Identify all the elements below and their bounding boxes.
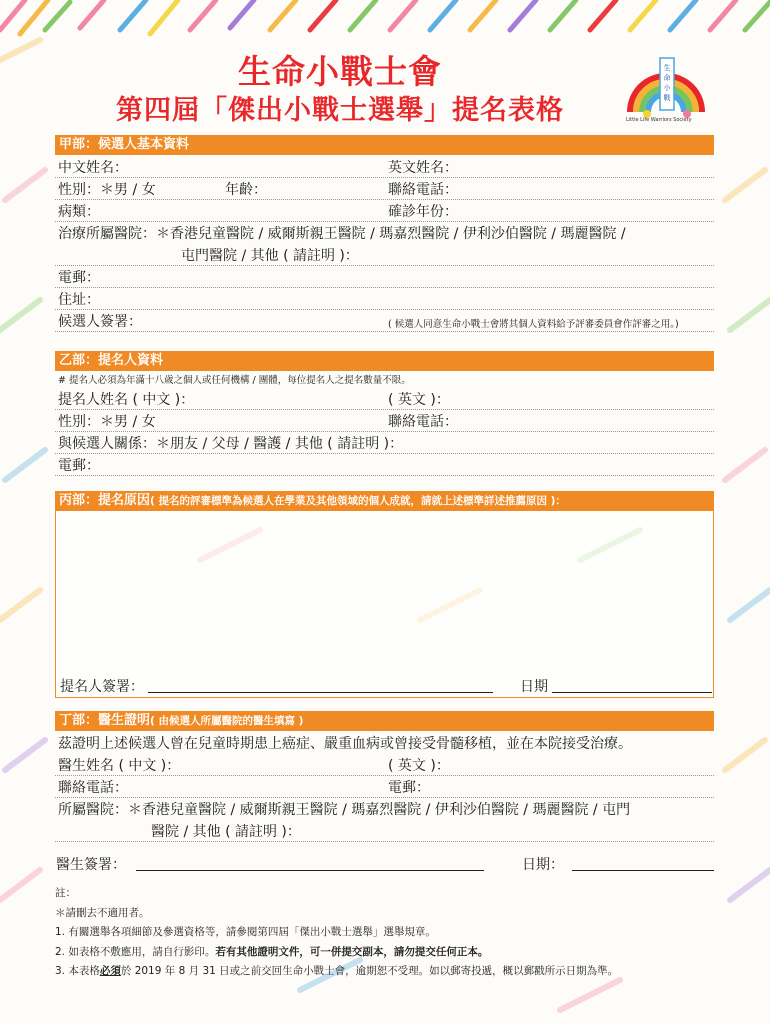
row-disease: [55, 202, 714, 222]
logo-caption: Little Life Warriors Society: [626, 117, 692, 123]
gender-label: 性別：＊男 / 女: [58, 182, 156, 198]
hospital-label: 治療所屬醫院：＊香港兒童醫院 / 威爾斯親王醫院 / 瑪嘉烈醫院 / 伊利沙伯醫院 / 瑪麗醫院 /: [58, 226, 626, 242]
svg-text:命: 命: [663, 74, 671, 82]
row-doctor-hospital: [55, 800, 714, 820]
org-title: 生命小戰士會: [238, 52, 442, 91]
note-3-text-b: 於 2019 年 8 月 31 日或之前交回生命小戰士會，逾期恕不受理。如以郵寄投遞，概以郵戳所示日期為準。: [120, 965, 619, 977]
section-d-subtitle: ( 由候選人所屬醫院的醫生填寫 ): [150, 715, 304, 727]
phone-label: 聯絡電話：: [388, 182, 458, 198]
doctor-hospital-label: 所屬醫院：＊香港兒童醫院 / 威爾斯親王醫院 / 瑪嘉烈醫院 / 伊利沙伯醫院 / 瑪麗醫院 / 屯門: [58, 802, 631, 818]
section-a-heading: 甲部：候選人基本資料: [55, 135, 714, 155]
row-doctor-name: [55, 756, 714, 776]
row-gender: [55, 180, 714, 200]
doctor-signature-label: 醫生簽署：: [56, 857, 126, 873]
section-b-heading: 乙部：提名人資料: [55, 351, 714, 371]
email-label: 電郵：: [58, 270, 100, 286]
nominator-name-cn-label: 提名人姓名 ( 中文 )：: [58, 392, 195, 408]
svg-text:小: 小: [663, 84, 671, 92]
row-address: [55, 290, 714, 310]
svg-text:戰: 戰: [663, 94, 671, 102]
doctor-name-cn-label: 醫生姓名 ( 中文 )：: [58, 758, 181, 774]
note-3: [55, 962, 618, 982]
footnotes: [55, 884, 618, 982]
row-nominator-note: [55, 372, 714, 388]
row-hospital: [55, 224, 714, 244]
nominator-signature-line[interactable]: [148, 692, 493, 693]
doctor-name-en-label: ( 英文 )：: [388, 758, 450, 774]
note-2-bold: 若有其他證明文件，可一併提交副本，請勿提交任何正本。: [215, 945, 489, 958]
section-d-title: 丁部：醫生證明: [59, 713, 151, 728]
row-nominator-gender: [55, 412, 714, 432]
doctor-hospital-other-label: 醫院 / 其他 ( 請註明 )：: [151, 824, 301, 840]
doctor-statement: 茲證明上述候選人曾在兒童時期患上癌症、嚴重血病或曾接受骨髓移植，並在本院接受治療。: [58, 736, 632, 752]
age-label: 年齡：: [225, 182, 267, 198]
nominator-eligibility-note: # 提名人必須為年滿十八歲之個人或任何機構 / 團體，每位提名人之提名數量不限。: [58, 375, 411, 386]
note-1: 1. 有關選舉各項細節及參選資格等，請參閱第四屆「傑出小戰士選舉」選舉規章。: [55, 926, 436, 938]
nominator-date-line[interactable]: [552, 692, 712, 693]
candidate-signature-label: 候選人簽署：: [58, 314, 142, 330]
doctor-date-line[interactable]: [572, 870, 714, 871]
row-nominator-name: [55, 390, 714, 410]
chinese-name-label: 中文姓名：: [58, 160, 128, 176]
nominator-phone-label: 聯絡電話：: [388, 414, 458, 430]
english-name-label: 英文姓名：: [388, 160, 458, 176]
row-doctor-hospital-cont: [55, 822, 714, 842]
section-c-heading: [55, 491, 714, 511]
row-hospital-cont: [55, 246, 714, 266]
row-nominator-email: [55, 456, 714, 476]
nominator-name-en-label: ( 英文 )：: [388, 392, 450, 408]
row-names: [55, 158, 714, 178]
note-2-text: 2. 如表格不敷應用，請自行影印。: [55, 945, 216, 958]
row-statement: [55, 734, 714, 754]
row-relation: [55, 434, 714, 454]
svg-text:生: 生: [663, 64, 671, 72]
row-email: [55, 268, 714, 288]
note-2: [55, 943, 618, 963]
note-3-must: 必須: [99, 965, 121, 977]
row-candidate-signature: [55, 312, 714, 332]
relation-label: 與候選人關係：＊朋友 / 父母 / 醫護 / 其他 ( 請註明 )：: [58, 436, 404, 452]
section-d-heading: [55, 711, 714, 731]
nominator-gender-label: 性別：＊男 / 女: [58, 414, 156, 430]
nominator-date-label: 日期: [520, 679, 548, 695]
nomination-reason-box[interactable]: [55, 510, 714, 698]
diagnosis-year-label: 確診年份：: [388, 204, 458, 220]
consent-note: ( 候選人同意生命小戰士會將其個人資料給予評審委員會作評審之用。): [388, 319, 679, 330]
section-c-title: 丙部：提名原因: [59, 493, 151, 508]
note-delete: ＊請刪去不適用者。: [55, 906, 150, 919]
hospital-other-label: 屯門醫院 / 其他 ( 請註明 )：: [181, 248, 359, 264]
address-label: 住址：: [58, 292, 100, 308]
notes-title: 註：: [55, 887, 76, 899]
nominator-email-label: 電郵：: [58, 458, 100, 474]
row-doctor-contact: [55, 778, 714, 798]
doctor-email-label: 電郵：: [388, 780, 430, 796]
disease-label: 病類：: [58, 204, 100, 220]
nominator-signature-label: 提名人簽署：: [60, 679, 144, 695]
form-title: 第四屆「傑出小戰士選舉」提名表格: [116, 95, 564, 126]
doctor-date-label: 日期：: [522, 857, 564, 873]
doctor-signature-line[interactable]: [136, 870, 484, 871]
doctor-phone-label: 聯絡電話：: [58, 780, 128, 796]
section-c-subtitle: ( 提名的評審標準為候選人在學業及其他領域的個人成就，請就上述標準詳述推薦原因 )：: [150, 495, 566, 507]
note-3-text-a: 3. 本表格: [55, 965, 100, 977]
